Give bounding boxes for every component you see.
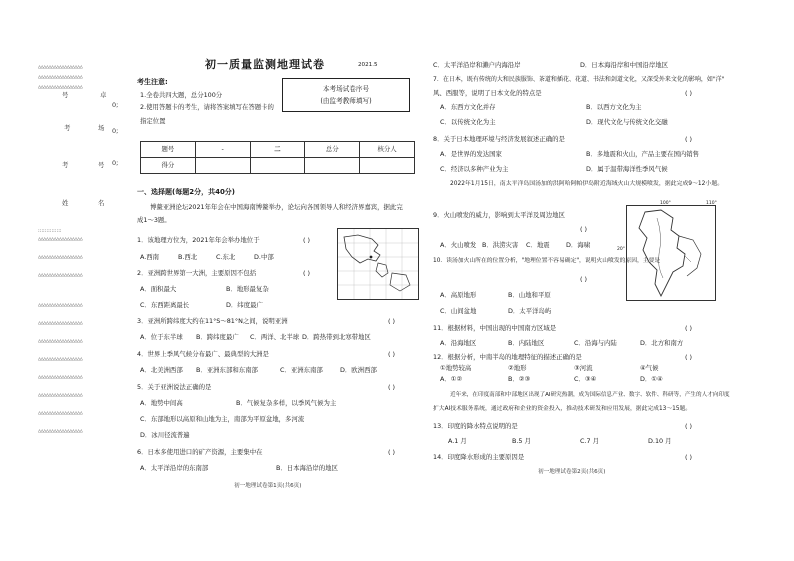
passage: 近年来，在印度南部和中部地区出现了AI研究热潮，成为国际信息产业、数字、软件、科研等，产生的人才向印度 xyxy=(450,392,730,398)
binding-label: 场 xyxy=(98,124,105,132)
option: C．东西距离最长 xyxy=(140,301,190,309)
binding-triangle-row: △△△△△△△△△△△△△△△△△ xyxy=(38,374,83,380)
option: C．山间盆地 xyxy=(440,307,477,315)
question-stem: 4．世界上季风气候分布最广、最典型的大洲是 xyxy=(137,350,269,358)
answer-paren[interactable]: ( ) xyxy=(388,448,396,456)
binding-triangle-row: △△△△△△△△△△△△△△△△△ xyxy=(38,356,83,362)
option: D.10 月 xyxy=(648,437,672,445)
option: D．日本海沿岸和中国沿岸地区 xyxy=(580,61,668,69)
option: D．欧洲西部 xyxy=(340,366,377,374)
binding-label: 考 xyxy=(64,124,71,132)
option: B．日本海沿岸的地区 xyxy=(276,464,338,472)
question-stem: 13．印度的降水特点说明的是 xyxy=(433,422,518,430)
question-stem: 11．根据材料，中国出现的中国南方区域是 xyxy=(433,324,557,332)
option: D．属于温带海洋性季风气候 xyxy=(586,165,668,173)
option: B．跨纬度最广 xyxy=(196,333,239,341)
section-heading: 一、选择题(每题2分，共40分) xyxy=(137,188,236,196)
option: A．位于东半球 xyxy=(140,333,183,341)
option: B．山地和平原 xyxy=(508,291,551,299)
answer-paren[interactable]: ( ) xyxy=(303,236,311,244)
answer-paren[interactable]: ( ) xyxy=(685,453,693,461)
binding-triangle-row: △△△△△△△△△△△△△△△△△ xyxy=(38,236,83,242)
binding-triangle-row: △△△△△△△△△△△△△△△△△ xyxy=(38,320,83,326)
map-label: 100° xyxy=(660,201,671,206)
option: D．跨热带到北寒带地区 xyxy=(302,333,371,341)
score-header-cell: - xyxy=(195,142,250,158)
binding-triangle-row: △△△△△△△△△△△△△△△△△ xyxy=(38,64,83,70)
answer-paren[interactable]: ( ) xyxy=(685,353,693,361)
section-intro: 成1～3题。 xyxy=(137,216,171,224)
question-stem: 7．在日本，既有传统的大和民族服饰、茶道和插花、花道、书法和剑道文化，又深受外来文化的影响，如"洋" xyxy=(433,76,725,83)
question-stem: 1．该地理方位为，2021年年会举办地位于 xyxy=(137,236,260,244)
binding-triangle-row: △△△△△△△△△△△△△△△△△ xyxy=(38,338,83,344)
answer-paren[interactable]: ( ) xyxy=(388,383,396,391)
question-stem: 12．根据分析，中南半岛的地理特征的描述正确的是 xyxy=(433,353,582,361)
binding-triangle-row: △△△△△△△△△△△△△△△△△ xyxy=(38,254,83,260)
seat-number-box xyxy=(282,78,410,112)
binding-triangle-row: △△△△△△△△△△△△△△△△△ xyxy=(38,428,83,434)
question-stem: 14．印度降水形成的主要原因是 xyxy=(433,453,525,461)
option: C.7 月 xyxy=(580,437,599,445)
option: A．东西方文化并存 xyxy=(440,103,496,111)
option: A．沿海地区 xyxy=(440,339,477,347)
option: A．面积最大 xyxy=(140,285,177,293)
sub-option: ②地形 xyxy=(508,364,527,372)
binding-label: 姓 xyxy=(62,199,69,207)
answer-paren[interactable]: ( ) xyxy=(303,269,311,277)
question-stem: 6．日本多使用进口的矿产资源，主要集中在 xyxy=(137,448,263,456)
option: B．洪涝灾害 xyxy=(482,241,519,249)
binding-label: 考 xyxy=(62,161,69,169)
option: A．北美洲西部 xyxy=(140,366,183,374)
binding-label: 号 xyxy=(98,161,105,169)
answer-paren[interactable]: ( ) xyxy=(685,324,693,332)
score-cell[interactable] xyxy=(250,158,305,174)
option: B．以西方文化为主 xyxy=(586,103,642,111)
option: A．太平洋沿岸的东南部 xyxy=(140,464,209,472)
binding-triangle-row: △△△△△△△△△△△△△△△△△ xyxy=(38,84,83,90)
binding-triangle-row: △△△△△△△△△△△△△△△△△ xyxy=(38,410,83,416)
answer-paren[interactable]: ( ) xyxy=(580,275,588,283)
notice-heading: 考生注意: xyxy=(137,78,168,86)
score-cell: 得分 xyxy=(141,158,196,174)
option: D.中部 xyxy=(254,253,274,261)
exam-date: 2021.5 xyxy=(358,62,378,68)
passage: 2022年1月15日，南太平洋岛国汤加的洪阿哈阿帕伊岛附近海域火山大规模喷发，据此完成9～12小题。 xyxy=(450,181,724,187)
binding-label: 号 xyxy=(62,91,69,99)
option: C．两洋、北半球 xyxy=(250,333,300,341)
option: D．冰川径流普遍 xyxy=(140,431,190,439)
option: D．现代文化与传统文化交融 xyxy=(586,118,668,126)
notice-line: 指定位置 xyxy=(140,117,166,125)
binding-triangle-row: △△△△△△△△△△△△△△△△△ xyxy=(38,302,83,308)
score-header-cell: 总分 xyxy=(305,142,360,158)
binding-triangle-row: △△△△△△△△△△△△△△△△△ xyxy=(38,74,83,80)
option: B.5 月 xyxy=(512,437,531,445)
binding-mark: 0; xyxy=(112,127,119,135)
option: D．太平洋岛屿 xyxy=(508,307,552,315)
option: A.1 月 xyxy=(448,437,467,445)
score-header-cell: 核分人 xyxy=(360,142,415,158)
question-stem: 10．读汤加火山所在的位置分析，"地理位置不容易确定"，说明火山喷发的原因，主要是 xyxy=(433,258,661,264)
option: C．③④ xyxy=(574,375,597,383)
option: B．多地震和火山，产品主要在国内销售 xyxy=(586,150,700,158)
score-header-cell: 题号 xyxy=(141,142,196,158)
answer-paren[interactable]: ( ) xyxy=(685,422,693,430)
binding-mark: 0; xyxy=(112,101,119,109)
answer-paren[interactable]: ( ) xyxy=(388,317,396,325)
option: A．是世界的发达国家 xyxy=(440,150,502,158)
notice-line: 1.全卷共四大题，总分100分 xyxy=(140,91,223,99)
seat-box-line: 本考场试卷序号 xyxy=(322,85,370,93)
option: D．①④ xyxy=(640,375,663,383)
option: B．气候复杂多样，以季风气候为主 xyxy=(236,399,337,407)
option: B．地形最复杂 xyxy=(226,285,269,293)
map-label: 20° xyxy=(617,247,625,252)
option: C．亚洲东南部 xyxy=(280,366,323,374)
option: A．地势中间高 xyxy=(140,399,183,407)
notice-line: 2.使用答题卡的考生，请将答案填写在答题卡的 xyxy=(140,103,274,111)
option: C．以传统文化为主 xyxy=(440,118,496,126)
option: C．沿海与内陆 xyxy=(574,339,617,347)
page-footer: 初一地理试卷第2页(共6页) xyxy=(538,469,606,475)
question-stem: C．太平洋沿岸和濑户内海沿岸 xyxy=(433,61,521,69)
sub-option: ④气候 xyxy=(640,364,659,372)
answer-paren[interactable]: ( ) xyxy=(685,89,693,97)
binding-dash-row: :::::::::::::: xyxy=(38,228,62,234)
region-map xyxy=(626,205,716,301)
question-stem: 3．亚洲所跨纬度大约在11°S～81°N之间，说明亚洲 xyxy=(137,317,288,325)
asia-map xyxy=(337,228,419,300)
section-intro: 博鳌亚洲论坛2021年年会在中国海南博鳌举办，论坛向各国领导人和经济界嘉宾，据此完 xyxy=(150,203,403,211)
option: C.东北 xyxy=(216,253,236,261)
option: A．高原地形 xyxy=(440,291,477,299)
answer-paren[interactable]: ( ) xyxy=(388,350,396,358)
score-cell[interactable] xyxy=(195,158,250,174)
score-table xyxy=(140,141,415,174)
binding-mark: 0; xyxy=(112,159,119,167)
question-stem: 9．火山喷发的威力，影响到太平洋及周边地区 xyxy=(433,211,565,219)
option: D．纬度最广 xyxy=(226,301,263,309)
question-stem: 2．亚洲跨世界第一大洲，主要原因不包括 xyxy=(137,269,257,277)
option: B．内陆地区 xyxy=(508,339,545,347)
option: C．地震 xyxy=(526,241,550,249)
map-label: 110° xyxy=(706,201,717,206)
question-stem: 8．关于日本地理环境与经济发展叙述正确的是 xyxy=(433,135,565,143)
binding-triangle-row: △△△△△△△△△△△△△△△△△ xyxy=(38,392,83,398)
option: A．①② xyxy=(440,375,463,383)
option: A．火山喷发 xyxy=(440,241,477,249)
option: B．亚洲东部和东南部 xyxy=(196,366,258,374)
seat-box-line: (由监考教师填写) xyxy=(320,97,372,105)
option: B.西北 xyxy=(178,253,198,261)
score-cell[interactable] xyxy=(305,158,360,174)
passage: 扩大AI技术服务系统，通过政府和企业的资金投入，推动技术研发和应用发展，据此完成13～15题。 xyxy=(433,406,692,412)
page-title: 初一质量监测地理试卷 xyxy=(205,58,325,71)
option: D．北方和南方 xyxy=(640,339,684,347)
sub-option: ③河流 xyxy=(574,364,593,372)
option: C．经济以多种产业为主 xyxy=(440,165,509,173)
score-cell[interactable] xyxy=(360,158,415,174)
binding-label: 卓 xyxy=(100,91,107,99)
option: B．②③ xyxy=(508,375,531,383)
answer-paren[interactable]: ( ) xyxy=(685,135,693,143)
option: D．海啸 xyxy=(566,241,591,249)
answer-paren[interactable]: ( ) xyxy=(580,225,588,233)
option: C．东部地形以高原和山地为主，南部为平原盆地，多河流 xyxy=(140,415,305,423)
question-stem: 风、西服等，说明了日本文化的特点是 xyxy=(433,89,542,97)
binding-label: 名 xyxy=(98,199,105,207)
score-header-cell: 二 xyxy=(250,142,305,158)
option: A.西南 xyxy=(140,253,160,261)
question-stem: 5．关于亚洲说法正确的是 xyxy=(137,383,212,391)
map-graphic xyxy=(627,206,716,301)
page-footer: 初一地理试卷第1页(共6页) xyxy=(234,483,302,489)
sub-option: ①地势较高 xyxy=(440,364,472,372)
map-graphic xyxy=(338,229,419,300)
binding-triangle-row: △△△△△△△△△△△△△△△△△ xyxy=(38,272,83,278)
